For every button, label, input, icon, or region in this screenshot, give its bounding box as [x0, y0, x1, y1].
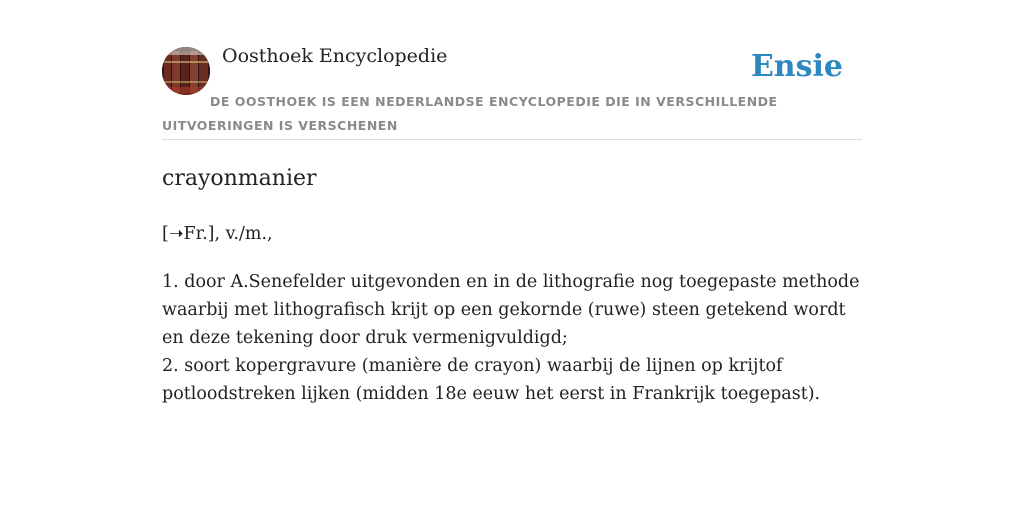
entry-etymology: [➝Fr.], v./m.,: [162, 224, 273, 244]
source-title-link[interactable]: Oosthoek Encyclopedie: [222, 45, 448, 67]
book-spines-icon[interactable]: [162, 47, 210, 95]
brand-logo-link[interactable]: Ensie: [750, 49, 843, 84]
entry-definition: [162, 268, 862, 408]
content-container: [162, 0, 862, 408]
entry-headword: crayonmanier: [162, 166, 317, 191]
definition-item: 2. soort kopergravure (manière de crayon) waarbij de lijnen op krijtof potloodstreken lijken (midden 18e eeuw het eerst in Frankrijk toegepast).: [162, 356, 821, 404]
source-description: DE OOSTHOEK IS EEN NEDERLANDSE ENCYCLOPEDIE DIE IN VERSCHILLENDE UITVOERINGEN IS VERSCHENEN: [162, 94, 778, 133]
header: [162, 0, 862, 140]
definition-item: 1. door A.Senefelder uitgevonden en in de lithografie nog toegepaste methode waarbij met lithografisch krijt op een gekornde (ruwe) steen getekend wordt en deze tekening door druk vermenigvuldigd;: [162, 272, 860, 348]
entry: [162, 140, 862, 408]
